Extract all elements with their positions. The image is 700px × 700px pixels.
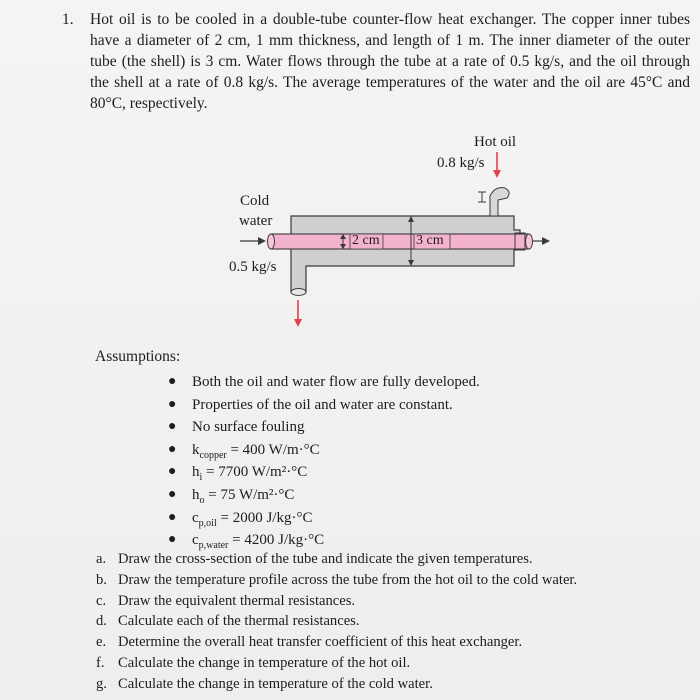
shell-outlet bbox=[291, 289, 306, 296]
problem-text: Hot oil is to be cooled in a double-tube counter-flow heat exchanger. The copper inner tubes have a diameter of 2 cm, 1 mm thickness, and length of 1 m. The inner diameter of the outer tube (the shell) is 3 cm. Water flows through the tube at a rate of 0.5 kg/s, and the oil through the shell at a rate of 0.8 kg/s. The average temperatures of the water and the oil are 45°C and 80°C, respectively. bbox=[90, 11, 690, 112]
bullet-icon: ● bbox=[168, 486, 177, 502]
task-item: e. Determine the overall heat transfer coefficient of this heat exchanger. bbox=[96, 634, 523, 651]
task-item: g. Calculate the change in temperature of the cold water. bbox=[96, 675, 433, 692]
task-item: b. Draw the temperature profile across the tube from the hot oil to the cold water. bbox=[96, 571, 578, 588]
bullet-icon: ● bbox=[168, 419, 177, 435]
assumption-item: ● $h_o = 75$ W/m²·°C bbox=[168, 484, 480, 507]
shell-inlet bbox=[490, 188, 509, 216]
assumption-item: ● Properties of the oil and water are constant. bbox=[168, 394, 480, 417]
cold-label: Cold bbox=[240, 193, 270, 209]
bullet-icon: ● bbox=[168, 374, 177, 389]
hot-oil-label: Hot oil bbox=[474, 134, 517, 150]
oil-flow-label: 0.8 kg/s bbox=[437, 155, 485, 171]
task-item: f. Calculate the change in temperature of the hot oil. bbox=[96, 654, 411, 671]
task-item: c. Draw the equivalent thermal resistances. bbox=[96, 592, 356, 609]
assumption-item: ● $h_i = 7700$ W/m²·°C bbox=[168, 461, 480, 484]
assumption-item: ● $c_{p,oil} = 2000$ J/kg·°C bbox=[168, 507, 480, 530]
assumption-item: ● $c_{p,water} = 4200$ J/kg·°C bbox=[168, 529, 480, 552]
outer-diameter-label: 3 cm bbox=[416, 233, 444, 248]
bullet-icon: ● bbox=[168, 441, 177, 457]
water-label: water bbox=[239, 213, 273, 229]
bullet-icon: ● bbox=[168, 464, 177, 480]
assumption-item: ● No surface fouling bbox=[168, 416, 480, 439]
task-item: a. Draw the cross-section of the tube and indicate the given temperatures. bbox=[96, 551, 533, 567]
tasks-list bbox=[96, 549, 577, 695]
inner-diameter-label: 2 cm bbox=[352, 233, 380, 248]
assumptions-list bbox=[168, 371, 480, 552]
bullet-icon: ● bbox=[168, 532, 177, 548]
assumption-item: ● $k_{copper} = 400$ W/m·°C bbox=[168, 439, 480, 462]
assumption-item: ● Both the oil and water flow are fully developed. bbox=[168, 371, 480, 394]
water-flow-label: 0.5 kg/s bbox=[229, 259, 277, 275]
task-item: d. Calculate each of the thermal resistances. bbox=[96, 613, 360, 630]
bullet-icon: ● bbox=[168, 396, 177, 412]
shell-tube bbox=[291, 216, 520, 292]
water-tube bbox=[271, 234, 529, 249]
bullet-icon: ● bbox=[168, 509, 177, 525]
problem-number: 1. bbox=[62, 11, 74, 28]
assumptions-title: Assumptions: bbox=[95, 348, 181, 365]
